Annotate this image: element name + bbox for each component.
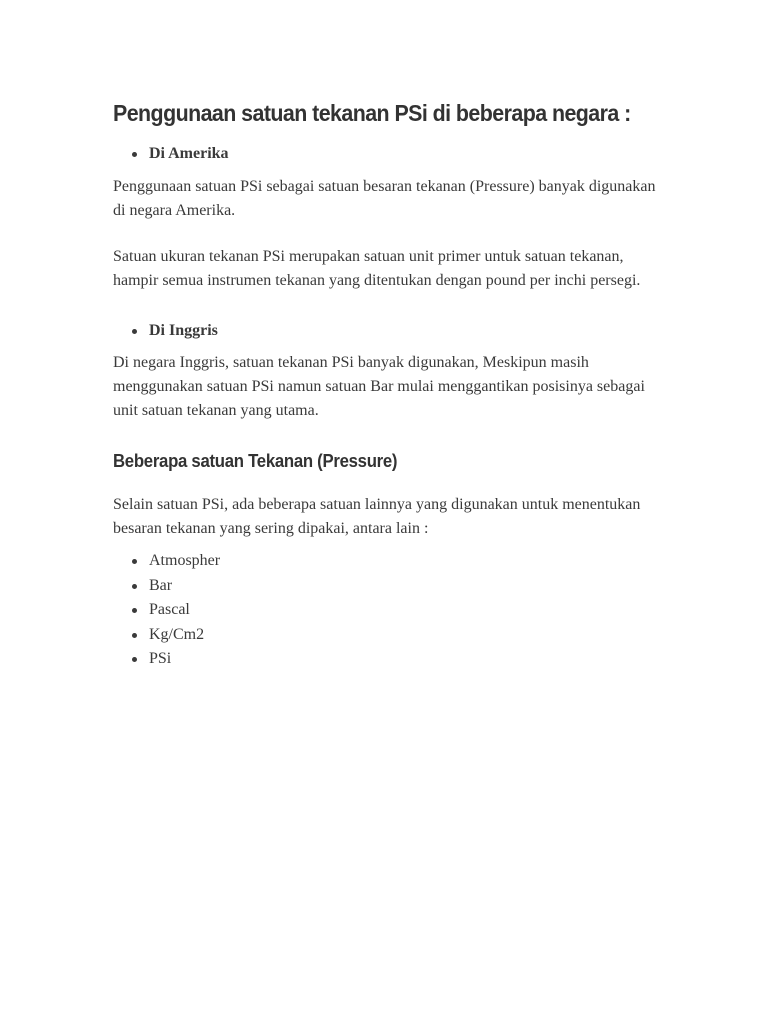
bullet-icon bbox=[132, 152, 137, 157]
paragraph-amerika-1: Penggunaan satuan PSi sebagai satuan besaran tekanan (Pressure) banyak digunakan di negara Amerika. bbox=[113, 177, 656, 219]
country-list-amerika bbox=[113, 142, 658, 167]
unit-label: Pascal bbox=[149, 601, 190, 618]
bullet-icon bbox=[132, 559, 137, 564]
country-list-inggris bbox=[113, 319, 658, 344]
list-item bbox=[113, 549, 658, 574]
list-item-inggris bbox=[113, 319, 658, 344]
bullet-icon bbox=[132, 329, 137, 334]
unit-label: Kg/Cm2 bbox=[149, 625, 205, 643]
unit-label: Bar bbox=[149, 576, 173, 594]
bullet-icon bbox=[132, 584, 137, 589]
unit-label: PSi bbox=[149, 650, 172, 667]
units-list bbox=[113, 549, 658, 672]
section-title-inggris: Di Inggris bbox=[149, 321, 218, 339]
bullet-icon bbox=[132, 657, 137, 662]
paragraph-inggris-1: Di negara Inggris, satuan tekanan PSi banyak digunakan, Meskipun masih menggunakan satuan PSi namun satuan Bar mulai menggantikan posisinya sebagai unit satuan tekanan yang utama. bbox=[113, 354, 645, 419]
section-title-amerika: Di Amerika bbox=[149, 145, 229, 162]
bullet-icon bbox=[132, 633, 137, 638]
list-item bbox=[113, 623, 658, 648]
main-heading: Penggunaan satuan tekanan PSi di beberapa negara : bbox=[113, 100, 631, 126]
list-item bbox=[113, 598, 658, 623]
unit-label: Atmospher bbox=[149, 552, 221, 569]
paragraph-amerika-2: Satuan ukuran tekanan PSi merupakan satuan unit primer untuk satuan tekanan, hampir semua instrumen tekanan yang ditentukan dengan pound per inchi persegi. bbox=[113, 247, 641, 289]
list-item-amerika bbox=[113, 142, 658, 167]
list-item bbox=[113, 647, 658, 672]
list-item bbox=[113, 574, 658, 599]
article bbox=[113, 96, 658, 672]
bullet-icon bbox=[132, 608, 137, 613]
units-heading: Beberapa satuan Tekanan (Pressure) bbox=[113, 451, 398, 471]
units-intro-paragraph: Selain satuan PSi, ada beberapa satuan lainnya yang digunakan untuk menentukan besaran tekanan yang sering dipakai, antara lain : bbox=[113, 496, 641, 537]
